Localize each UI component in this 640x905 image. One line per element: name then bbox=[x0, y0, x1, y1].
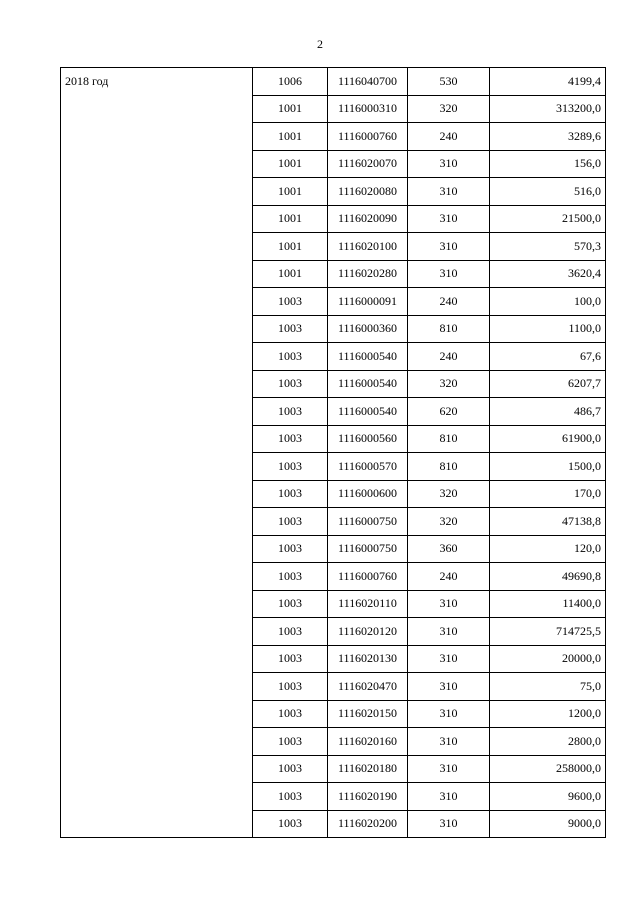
expense-type-cell: 240 bbox=[408, 343, 490, 371]
target-code-cell: 1116020130 bbox=[328, 645, 408, 673]
target-code-cell: 1116000540 bbox=[328, 343, 408, 371]
expense-type-cell: 310 bbox=[408, 178, 490, 206]
target-code-cell: 1116040700 bbox=[328, 68, 408, 96]
target-code-cell: 1116020120 bbox=[328, 618, 408, 646]
expense-type-cell: 310 bbox=[408, 260, 490, 288]
amount-cell: 20000,0 bbox=[490, 645, 606, 673]
section-code-cell: 1003 bbox=[253, 645, 328, 673]
section-code-cell: 1003 bbox=[253, 618, 328, 646]
amount-cell: 516,0 bbox=[490, 178, 606, 206]
target-code-cell: 1116000540 bbox=[328, 398, 408, 426]
expense-type-cell: 320 bbox=[408, 480, 490, 508]
target-code-cell: 1116000540 bbox=[328, 370, 408, 398]
expense-type-cell: 360 bbox=[408, 535, 490, 563]
target-code-cell: 1116020470 bbox=[328, 673, 408, 701]
section-code-cell: 1001 bbox=[253, 233, 328, 261]
amount-cell: 6207,7 bbox=[490, 370, 606, 398]
target-code-cell: 1116000750 bbox=[328, 508, 408, 536]
budget-table bbox=[60, 67, 606, 838]
section-code-cell: 1003 bbox=[253, 810, 328, 838]
amount-cell: 2800,0 bbox=[490, 728, 606, 756]
section-code-cell: 1001 bbox=[253, 178, 328, 206]
amount-cell: 67,6 bbox=[490, 343, 606, 371]
target-code-cell: 1116020180 bbox=[328, 755, 408, 783]
target-code-cell: 1116000750 bbox=[328, 535, 408, 563]
expense-type-cell: 810 bbox=[408, 425, 490, 453]
expense-type-cell: 320 bbox=[408, 95, 490, 123]
expense-type-cell: 240 bbox=[408, 123, 490, 151]
target-code-cell: 1116020090 bbox=[328, 205, 408, 233]
expense-type-cell: 310 bbox=[408, 700, 490, 728]
expense-type-cell: 320 bbox=[408, 370, 490, 398]
section-code-cell: 1003 bbox=[253, 673, 328, 701]
expense-type-cell: 310 bbox=[408, 205, 490, 233]
section-code-cell: 1003 bbox=[253, 563, 328, 591]
amount-cell: 4199,4 bbox=[490, 68, 606, 96]
expense-type-cell: 310 bbox=[408, 590, 490, 618]
target-code-cell: 1116000760 bbox=[328, 123, 408, 151]
amount-cell: 100,0 bbox=[490, 288, 606, 316]
amount-cell: 61900,0 bbox=[490, 425, 606, 453]
amount-cell: 3289,6 bbox=[490, 123, 606, 151]
amount-cell: 3620,4 bbox=[490, 260, 606, 288]
amount-cell: 11400,0 bbox=[490, 590, 606, 618]
section-code-cell: 1001 bbox=[253, 150, 328, 178]
expense-type-cell: 310 bbox=[408, 618, 490, 646]
section-code-cell: 1003 bbox=[253, 755, 328, 783]
section-code-cell: 1003 bbox=[253, 508, 328, 536]
section-code-cell: 1001 bbox=[253, 123, 328, 151]
expense-type-cell: 310 bbox=[408, 755, 490, 783]
amount-cell: 486,7 bbox=[490, 398, 606, 426]
table-row bbox=[61, 68, 606, 96]
expense-type-cell: 240 bbox=[408, 563, 490, 591]
section-code-cell: 1003 bbox=[253, 480, 328, 508]
section-code-cell: 1003 bbox=[253, 343, 328, 371]
amount-cell: 714725,5 bbox=[490, 618, 606, 646]
amount-cell: 1500,0 bbox=[490, 453, 606, 481]
page-number: 2 bbox=[317, 37, 323, 51]
target-code-cell: 1116020100 bbox=[328, 233, 408, 261]
expense-type-cell: 310 bbox=[408, 673, 490, 701]
amount-cell: 1100,0 bbox=[490, 315, 606, 343]
amount-cell: 120,0 bbox=[490, 535, 606, 563]
target-code-cell: 1116020160 bbox=[328, 728, 408, 756]
target-code-cell: 1116020150 bbox=[328, 700, 408, 728]
amount-cell: 156,0 bbox=[490, 150, 606, 178]
target-code-cell: 1116000310 bbox=[328, 95, 408, 123]
target-code-cell: 1116000600 bbox=[328, 480, 408, 508]
section-code-cell: 1003 bbox=[253, 370, 328, 398]
amount-cell: 75,0 bbox=[490, 673, 606, 701]
target-code-cell: 1116020200 bbox=[328, 810, 408, 838]
target-code-cell: 1116020280 bbox=[328, 260, 408, 288]
amount-cell: 21500,0 bbox=[490, 205, 606, 233]
target-code-cell: 1116000360 bbox=[328, 315, 408, 343]
section-code-cell: 1003 bbox=[253, 590, 328, 618]
target-code-cell: 1116020190 bbox=[328, 783, 408, 811]
expense-type-cell: 810 bbox=[408, 453, 490, 481]
amount-cell: 47138,8 bbox=[490, 508, 606, 536]
expense-type-cell: 310 bbox=[408, 645, 490, 673]
expense-type-cell: 810 bbox=[408, 315, 490, 343]
amount-cell: 49690,8 bbox=[490, 563, 606, 591]
year-cell: 2018 год bbox=[61, 68, 253, 838]
expense-type-cell: 320 bbox=[408, 508, 490, 536]
expense-type-cell: 530 bbox=[408, 68, 490, 96]
expense-type-cell: 310 bbox=[408, 150, 490, 178]
section-code-cell: 1003 bbox=[253, 728, 328, 756]
section-code-cell: 1003 bbox=[253, 535, 328, 563]
section-code-cell: 1001 bbox=[253, 260, 328, 288]
target-code-cell: 1116020070 bbox=[328, 150, 408, 178]
section-code-cell: 1001 bbox=[253, 205, 328, 233]
section-code-cell: 1003 bbox=[253, 425, 328, 453]
amount-cell: 9600,0 bbox=[490, 783, 606, 811]
amount-cell: 570,3 bbox=[490, 233, 606, 261]
expense-type-cell: 310 bbox=[408, 783, 490, 811]
expense-type-cell: 240 bbox=[408, 288, 490, 316]
amount-cell: 9000,0 bbox=[490, 810, 606, 838]
section-code-cell: 1003 bbox=[253, 398, 328, 426]
amount-cell: 170,0 bbox=[490, 480, 606, 508]
target-code-cell: 1116000091 bbox=[328, 288, 408, 316]
target-code-cell: 1116020110 bbox=[328, 590, 408, 618]
amount-cell: 313200,0 bbox=[490, 95, 606, 123]
section-code-cell: 1003 bbox=[253, 315, 328, 343]
expense-type-cell: 620 bbox=[408, 398, 490, 426]
section-code-cell: 1003 bbox=[253, 700, 328, 728]
section-code-cell: 1006 bbox=[253, 68, 328, 96]
target-code-cell: 1116020080 bbox=[328, 178, 408, 206]
expense-type-cell: 310 bbox=[408, 233, 490, 261]
expense-type-cell: 310 bbox=[408, 810, 490, 838]
section-code-cell: 1001 bbox=[253, 95, 328, 123]
amount-cell: 258000,0 bbox=[490, 755, 606, 783]
target-code-cell: 1116000570 bbox=[328, 453, 408, 481]
expense-type-cell: 310 bbox=[408, 728, 490, 756]
target-code-cell: 1116000560 bbox=[328, 425, 408, 453]
section-code-cell: 1003 bbox=[253, 288, 328, 316]
target-code-cell: 1116000760 bbox=[328, 563, 408, 591]
section-code-cell: 1003 bbox=[253, 453, 328, 481]
section-code-cell: 1003 bbox=[253, 783, 328, 811]
table-body bbox=[61, 68, 606, 838]
amount-cell: 1200,0 bbox=[490, 700, 606, 728]
